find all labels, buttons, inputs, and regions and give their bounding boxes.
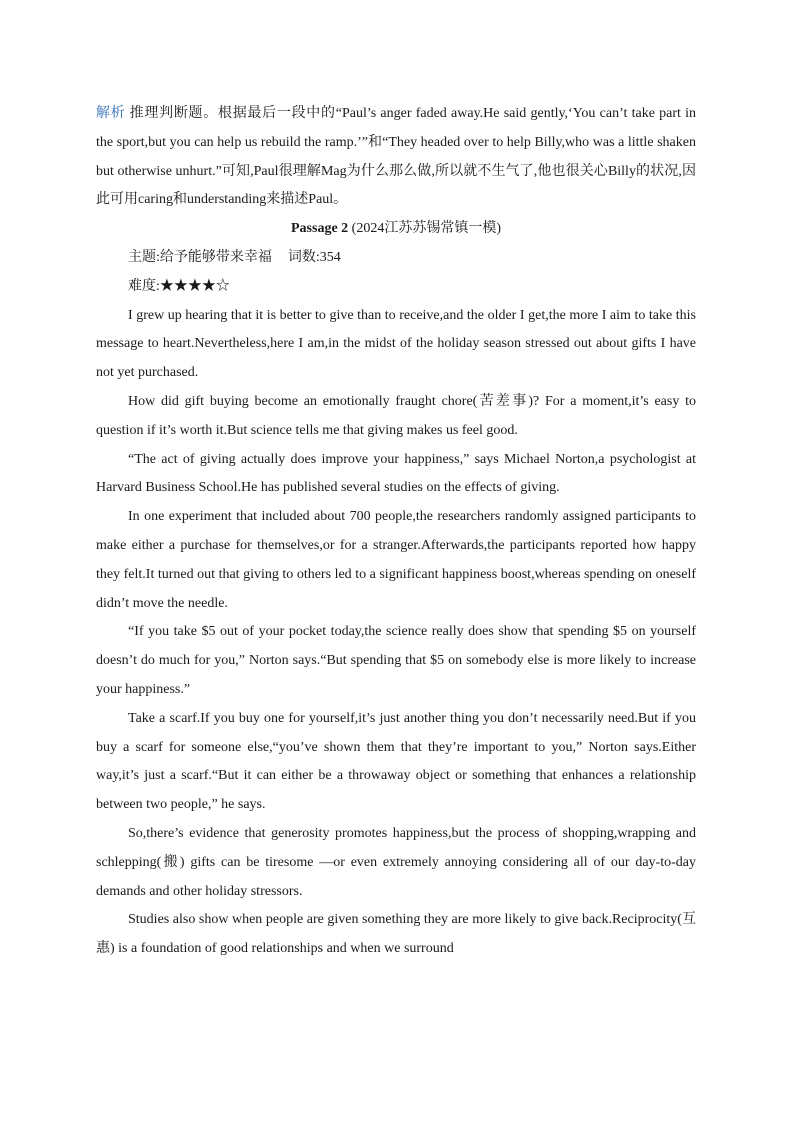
analysis-paragraph xyxy=(96,100,696,215)
wordcount-value: 354 xyxy=(319,249,341,265)
body-paragraph-7: So,there’s evidence that generosity promotes happiness,but the process of shopping,wrapping and schlepping(搬) gifts can be tiresome —or even extremely annoying considering all of our day-to-day demands and other holiday stressors. xyxy=(96,825,696,899)
body-paragraph-4: In one experiment that included about 700 people,the researchers randomly assigned participants to make either a purchase for themselves,or for a stranger.Afterwards,the participants reported how happy they felt.It turned out that giving to others led to a significant happiness boost,whereas spending on oneself didn’t move the needle. xyxy=(96,509,696,611)
analysis-label: 解析 xyxy=(96,106,126,121)
passage-title-main: Passage 2 xyxy=(291,221,349,237)
body-paragraph-8: Studies also show when people are given something they are more likely to give back.Reciprocity(互惠) is a foundation of good relationships and when we surround xyxy=(96,912,696,957)
body-paragraph-1: I grew up hearing that it is better to give than to receive,and the older I get,the more I aim to take this message to heart.Nevertheless,here I am,in the midst of the holiday season stressed out about gifts I have not yet purchased. xyxy=(96,307,696,381)
body-paragraph-6: Take a scarf.If you buy one for yourself,it’s just another thing you don’t necessarily need.But if you buy a scarf for someone else,“you’ve shown them that they’re important to you,” Norton says.Either way,it’s just a scarf.“But it can either be a throwaway object or something that enhances a relationship between two people,” he says. xyxy=(96,710,696,813)
body-paragraph-2: How did gift buying become an emotionally fraught chore(苦差事)? For a moment,it’s easy to question if it’s worth it.But science tells me that giving makes us feel good. xyxy=(96,393,696,438)
wordcount-label: 词数: xyxy=(287,249,320,265)
passage-title-source: (2024江苏苏锡常镇一模) xyxy=(348,221,501,237)
topic-value: 给予能够带来幸福 xyxy=(159,249,272,265)
analysis-text: 推理判断题。根据最后一段中的“Paul’s anger faded away.He said gently,‘You can’t take part in the sport,but you can help us rebuild the ramp.’”和“They headed over to help Billy,who was a little shaken but otherwise unhurt.”可知,Paul很理解Mag为什么那么做,所以就不生气了,他也很关心Billy的状况,因此可用caring和understanding来描述Paul。 xyxy=(96,106,697,208)
body-paragraph-3: “The act of giving actually does improve your happiness,” says Michael Norton,a psychologist at Harvard Business School.He has published several studies on the effects of giving. xyxy=(96,451,696,496)
topic-line xyxy=(96,244,696,273)
body-paragraph-5: “If you take $5 out of your pocket today,the science really does show that spending $5 on yourself doesn’t do much for you,” Norton says.“But spending that $5 on somebody else is more likely to increase your happiness.” xyxy=(96,624,696,697)
topic-label: 主题: xyxy=(128,249,160,265)
difficulty-stars: ★★★★☆ xyxy=(159,278,230,294)
difficulty-line xyxy=(96,273,696,302)
passage-title xyxy=(96,215,696,244)
document-content xyxy=(96,100,696,964)
difficulty-label: 难度: xyxy=(128,278,160,294)
